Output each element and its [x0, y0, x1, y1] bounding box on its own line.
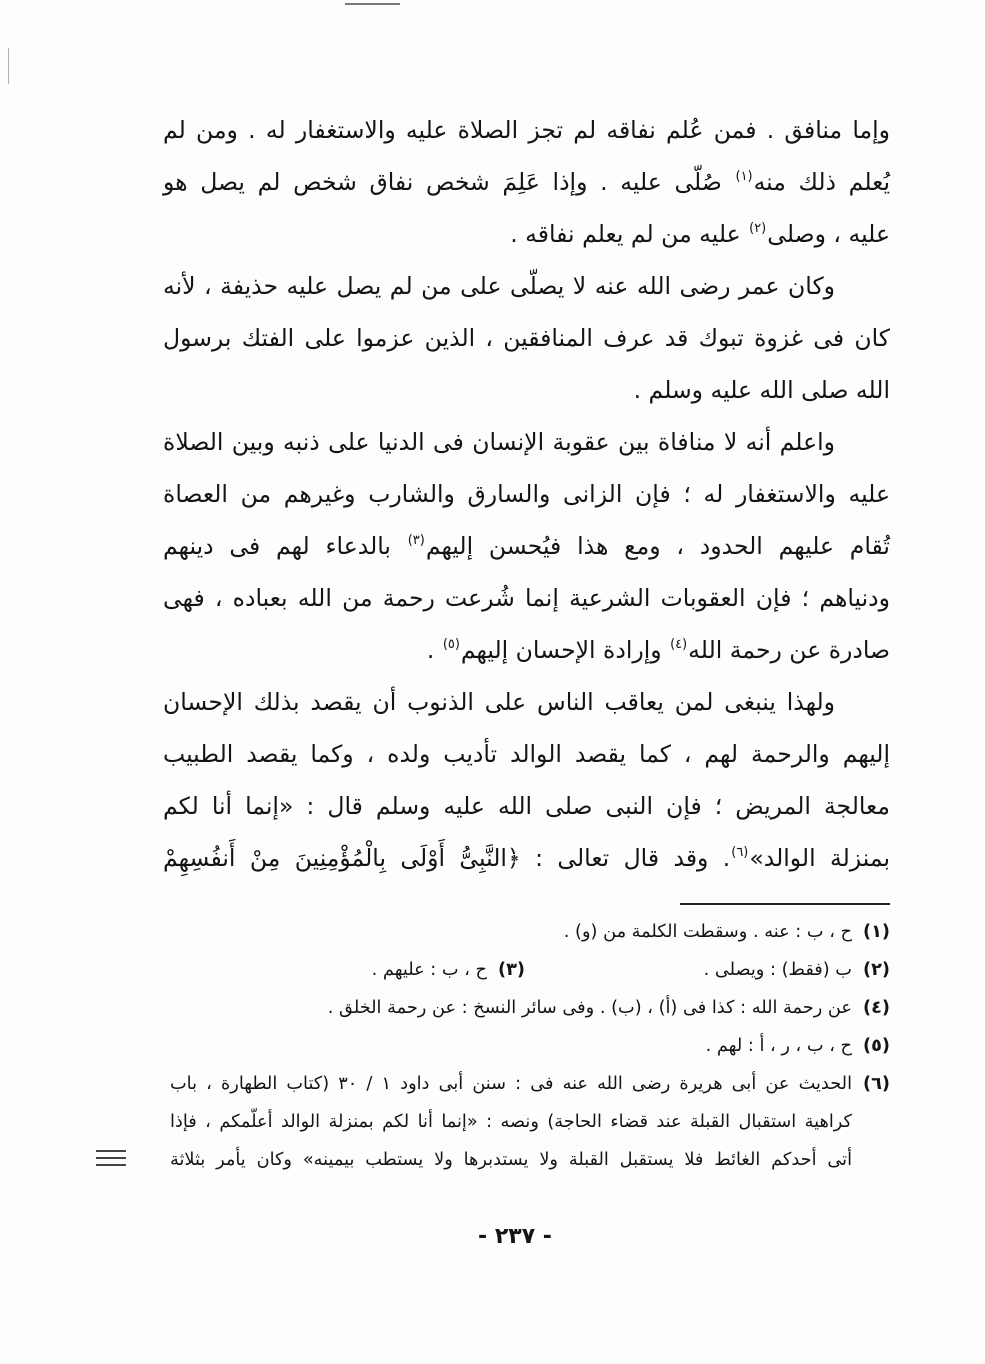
text-line	[163, 520, 890, 572]
text-run: يُعلم ذلك منه	[753, 168, 891, 196]
text-line	[163, 416, 890, 468]
paragraph	[163, 260, 890, 416]
text-run: كان فى غزوة تبوك قد عرف المنافقين ، الذين عزموا على الفتك برسول	[163, 324, 890, 352]
footnote-number: (٢)	[862, 960, 890, 980]
footnote-text	[170, 1103, 890, 1141]
footnote-2	[525, 951, 890, 989]
footnote-text-content: ب (فقط) : ويصلى .	[703, 960, 852, 980]
footnote-marker: (١)	[735, 168, 753, 184]
footnote-text-content: ح ، ب : عنه . وسقطت الكلمة من (و) .	[563, 922, 852, 942]
text-line-content	[163, 792, 890, 820]
footnote-number: (٣)	[497, 960, 525, 980]
footnote-marker: (٢)	[749, 220, 767, 236]
footnote-text	[170, 913, 852, 951]
footnote-text	[170, 1027, 852, 1065]
paragraph	[163, 416, 890, 676]
text-run: صُلّى عليه . وإذا عَلِمَ شخص نفاق شخص لم يصل هو	[163, 168, 735, 196]
footnote-text	[170, 1141, 890, 1179]
text-run: .	[426, 636, 442, 664]
text-run: بالدعاء لهم فى دينهم	[163, 532, 407, 560]
text-line	[163, 364, 890, 416]
footnote-separator	[680, 903, 890, 905]
footnotes	[170, 913, 890, 1179]
text-line-content	[634, 376, 890, 404]
text-line-content	[163, 688, 835, 716]
text-run: الله صلى الله عليه وسلم .	[633, 376, 890, 404]
footnote-6	[170, 1065, 890, 1103]
scan-edge-mark	[345, 3, 400, 5]
text-run: تُقام عليهم الحدود ، ومع هذا فيُحسن إليهم	[425, 532, 890, 560]
text-run: عليه والاستغفار له ؛ فإن الزانى والسارق والشارب وغيرهم من العصاة	[163, 480, 890, 508]
text-line	[163, 260, 890, 312]
footnote-text	[170, 1065, 852, 1103]
text-run: معالجة المريض ؛ فإن النبى صلى الله عليه وسلم قال : «إنما أنا لكم	[163, 792, 890, 820]
text-line-content	[163, 168, 890, 196]
footnote-text-content: كراهية استقبال القبلة عند قضاء الحاجة) ونصه : «إنما أنا لكم بمنزلة الوالد أعلّمكم ، فإذا	[170, 1112, 852, 1132]
paragraph	[163, 104, 890, 260]
text-run: ودنياهم ؛ فإن العقوبات الشرعية إنما شُرعت رحمة من الله بعباده ، فهى	[163, 584, 890, 612]
footnote-marker: (٣)	[407, 532, 425, 548]
footnote-marker: (٤)	[670, 636, 688, 652]
text-line-content	[163, 584, 890, 612]
footnote-text-content: ح ، ب : عليهم .	[371, 960, 487, 980]
text-run: عليه من لم يعلم نفاقه .	[510, 220, 749, 248]
text-run: وكان عمر رضى الله عنه لا يصلّى على من لم يصل عليه حذيفة ، لأنه	[163, 272, 835, 300]
footnote-row-2-3	[170, 951, 890, 989]
footnote-text-content: أتى أحدكم الغائط فلا يستقبل القبلة ولا يستدبرها ولا يستطب بيمينه» وكان يأمر بثلاثة	[170, 1150, 852, 1170]
footnote-number: (١)	[862, 922, 890, 942]
footnote-1	[170, 913, 890, 951]
text-line	[163, 468, 890, 520]
text-run: وإما منافق . فمن عُلم نفاقه لم تجز الصلاة عليه والاستغفار له . ومن لم	[163, 116, 890, 144]
footnote-marker: (٥)	[442, 636, 460, 652]
text-line	[163, 208, 890, 260]
text-line	[163, 728, 890, 780]
text-line	[163, 624, 890, 676]
text-line-content	[163, 272, 835, 300]
text-line	[163, 780, 890, 832]
text-line-content	[163, 844, 890, 872]
text-line	[163, 676, 890, 728]
text-line	[163, 572, 890, 624]
footnote-6-continued	[170, 1103, 890, 1141]
footnote-text	[170, 951, 487, 989]
footnote-text-content: عن رحمة الله : كذا فى (أ) ، (ب) . وفى سائر النسخ : عن رحمة الخلق .	[327, 998, 852, 1018]
footnote-text	[525, 951, 852, 989]
footnote-text-content: الحديث عن أبى هريرة رضى الله عنه فى : سنن أبى داود ١ / ٣٠ (كتاب الطهارة ، باب	[170, 1074, 852, 1094]
text-line-content	[163, 532, 890, 560]
main-text	[163, 104, 890, 884]
footnote-text	[170, 989, 852, 1027]
scan-edge-line	[8, 48, 9, 84]
text-run: وإرادة الإحسان إليهم	[460, 636, 670, 664]
footnote-3	[170, 951, 525, 989]
footnote-5	[170, 1027, 890, 1065]
footnote-number: (٦)	[862, 1074, 890, 1094]
text-run: واعلم أنه لا منافاة بين عقوبة الإنسان فى الدنيا على ذنبه وبين الصلاة	[163, 428, 835, 456]
text-line	[163, 156, 890, 208]
text-run: عليه ، وصلى	[767, 220, 890, 248]
footnote-number: (٥)	[862, 1036, 890, 1056]
text-line-content	[427, 636, 890, 664]
footnote-marker: (٦)	[731, 844, 749, 860]
paragraph	[163, 676, 890, 884]
text-line	[163, 832, 890, 884]
text-line-content	[163, 428, 835, 456]
footnote-number: (٤)	[862, 998, 890, 1018]
footnote-6-continued	[170, 1141, 890, 1179]
text-line-content	[163, 480, 890, 508]
page-number: - ٢٣٧ -	[478, 1224, 552, 1249]
footnote-text-content: ح ، ب ، ر ، أ : لهم .	[705, 1036, 852, 1056]
text-run: ولهذا ينبغى لمن يعاقب الناس على الذنوب أن يقصد بذلك الإحسان	[163, 688, 835, 716]
text-run: إليهم والرحمة لهم ، كما يقصد الوالد تأديب ولده ، وكما يقصد الطبيب	[163, 740, 890, 768]
text-run: صادرة عن رحمة الله	[688, 636, 890, 664]
text-line-content	[163, 324, 890, 352]
text-line-content	[510, 220, 890, 248]
text-run: . وقد قال تعالى : ﴿النَّبِىُّ أَوْلَى بِالْمُؤْمِنِينَ مِنْ أَنفُسِهِمْ	[163, 844, 731, 872]
text-line	[163, 312, 890, 364]
text-run: بمنزلة الوالد»	[749, 844, 891, 872]
margin-mark	[96, 1150, 126, 1168]
text-line	[163, 104, 890, 156]
text-line-content	[163, 740, 890, 768]
text-line-content	[163, 116, 890, 144]
footnote-4	[170, 989, 890, 1027]
